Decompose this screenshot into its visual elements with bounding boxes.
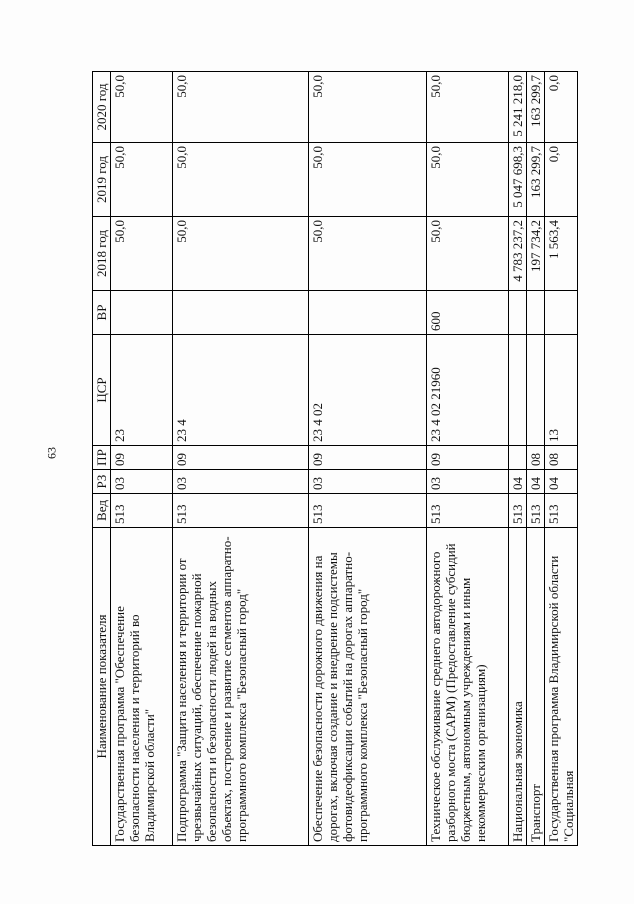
header-vr: ВР [93,291,111,335]
cell-vr [509,291,527,335]
cell-2019: 5 047 698,3 [509,143,527,217]
cell-pr: 08 [545,446,578,470]
cell-2019: 0,0 [545,143,578,217]
table-row [509,72,527,846]
cell-2020: 0,0 [545,72,578,143]
header-2018: 2018 год [93,217,111,291]
cell-pr: 09 [173,446,309,470]
cell-rz: 04 [509,470,527,494]
cell-name: Государственная программа "Обеспечение безопасности населения и территорий во Владимирской области" [111,528,173,846]
cell-2020: 5 241 218,0 [509,72,527,143]
cell-2019: 50,0 [111,143,173,217]
cell-pr: 09 [309,446,427,470]
header-2019: 2019 год [93,143,111,217]
cell-ved: 513 [509,494,527,528]
cell-csr [527,335,545,446]
header-pr: ПР [93,446,111,470]
cell-pr: 09 [111,446,173,470]
cell-2019: 163 299,7 [527,143,545,217]
cell-2020: 50,0 [173,72,309,143]
cell-vr [309,291,427,335]
table-row [173,72,309,846]
cell-rz: 03 [427,470,509,494]
cell-pr: 09 [427,446,509,470]
cell-name: Национальная экономика [509,528,527,846]
cell-2018: 197 734,2 [527,217,545,291]
cell-name: Техническое обслуживание среднего автодорожного разборного моста (САРМ) (Предоставление субсидий бюджетным, автономным учреждениям и иным некоммерческим организациям) [427,528,509,846]
rotated-table-container [92,72,576,846]
cell-2019: 50,0 [427,143,509,217]
header-ved: Вед [93,494,111,528]
cell-ved: 513 [309,494,427,528]
cell-pr: 08 [527,446,545,470]
cell-csr [509,335,527,446]
cell-rz: 03 [173,470,309,494]
table-row [111,72,173,846]
cell-2020: 50,0 [111,72,173,143]
cell-2018: 50,0 [173,217,309,291]
table-row [427,72,509,846]
document-page [92,72,576,846]
cell-2020: 163 299,7 [527,72,545,143]
cell-csr: 23 [111,335,173,446]
cell-name: Транспорт [527,528,545,846]
cell-vr [173,291,309,335]
cell-ved: 513 [427,494,509,528]
cell-csr: 23 4 02 [309,335,427,446]
cell-name: Подпрограмма "Защита населения и территории от чрезвычайных ситуаций, обеспечение пожарной безопасности и безопасности людей на водных объектах, построение и развитие сегментов аппаратно-программного комплекса "Безопасный город" [173,528,309,846]
cell-ved: 513 [527,494,545,528]
cell-ved: 513 [111,494,173,528]
cell-pr [509,446,527,470]
page-number: 63 [44,447,59,459]
cell-2020: 50,0 [309,72,427,143]
cell-name: Обеспечение безопасности дорожного движения на дорогах, включая создание и внедрение подсистемы фотовидеофиксации событий на дорогах аппаратно-программного комплекса "Безопасный город" [309,528,427,846]
cell-rz: 04 [527,470,545,494]
cell-2018: 4 783 237,2 [509,217,527,291]
cell-2019: 50,0 [173,143,309,217]
cell-2018: 1 563,4 [545,217,578,291]
cell-rz: 03 [309,470,427,494]
cell-ved: 513 [173,494,309,528]
cell-2019: 50,0 [309,143,427,217]
table-row [527,72,545,846]
cell-csr: 23 4 [173,335,309,446]
header-2020: 2020 год [93,72,111,143]
header-csr: ЦСР [93,335,111,446]
header-row [93,72,111,846]
cell-2018: 50,0 [427,217,509,291]
cell-vr [111,291,173,335]
cell-csr: 13 [545,335,578,446]
table-row [545,72,578,846]
budget-table [92,71,578,846]
cell-rz: 04 [545,470,578,494]
cell-rz: 03 [111,470,173,494]
table-row [309,72,427,846]
cell-2018: 50,0 [111,217,173,291]
cell-ved: 513 [545,494,578,528]
cell-2020: 50,0 [427,72,509,143]
header-rz: РЗ [93,470,111,494]
cell-vr [527,291,545,335]
cell-2018: 50,0 [309,217,427,291]
cell-vr: 600 [427,291,509,335]
cell-csr: 23 4 02 21960 [427,335,509,446]
header-name: Наименование показателя [93,528,111,846]
cell-vr [545,291,578,335]
cell-name: Государственная программа Владимирской области "Социальная [545,528,578,846]
